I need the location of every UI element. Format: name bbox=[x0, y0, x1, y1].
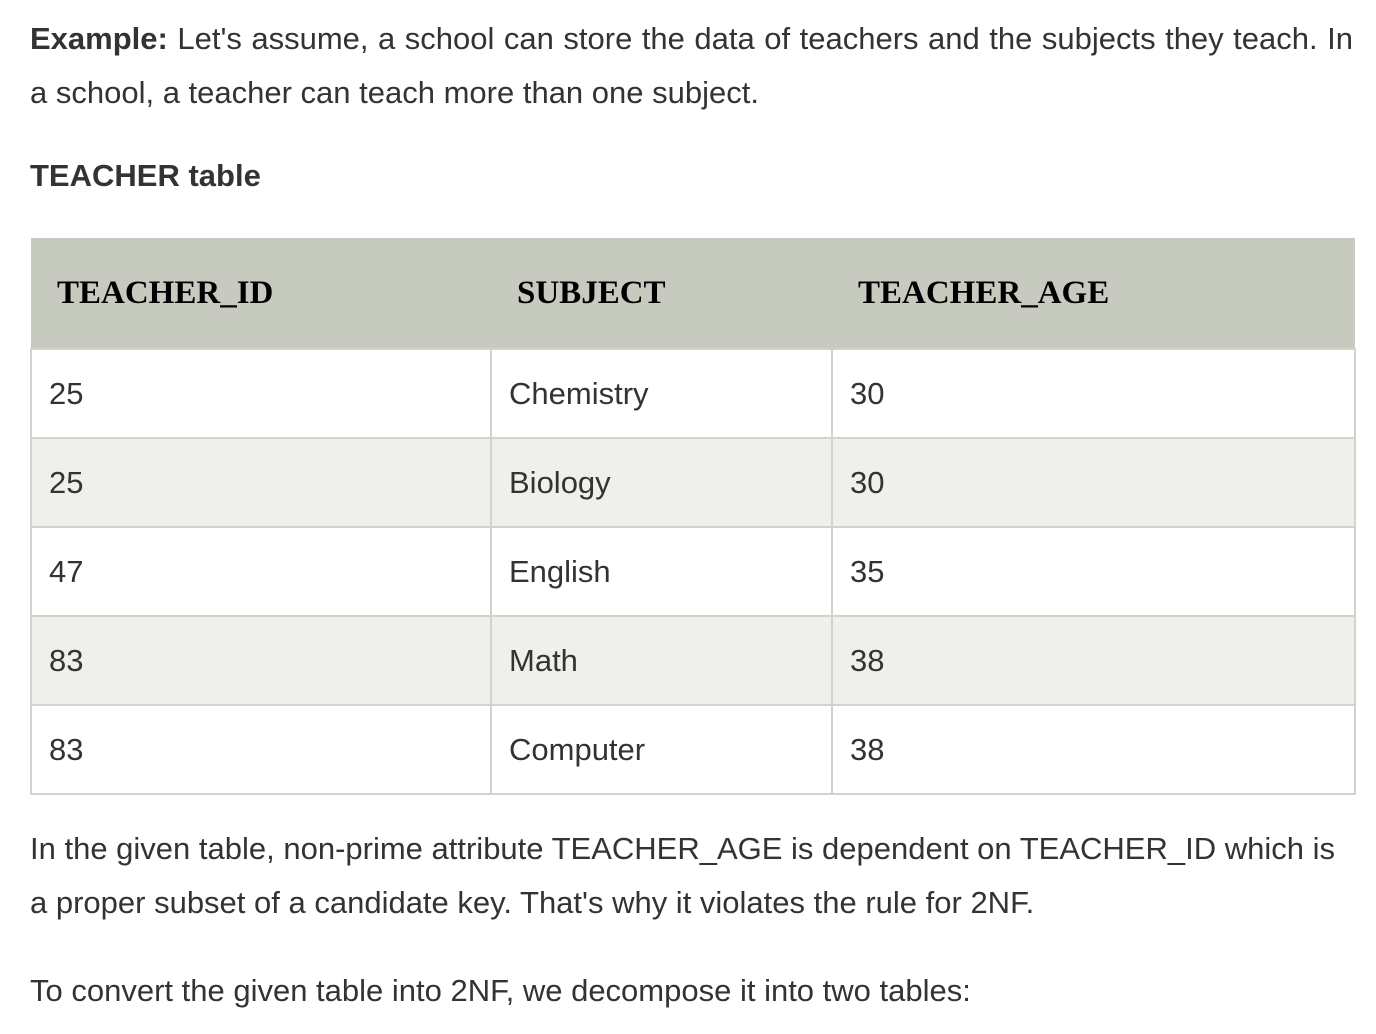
example-label: Example: bbox=[30, 21, 168, 56]
cell-teacher-id: 83 bbox=[31, 616, 491, 705]
cell-teacher-age: 30 bbox=[832, 349, 1355, 438]
table-row bbox=[31, 438, 1355, 527]
cell-subject: Math bbox=[491, 616, 832, 705]
cell-teacher-id: 25 bbox=[31, 438, 491, 527]
article-content bbox=[30, 12, 1353, 1008]
cell-teacher-id: 25 bbox=[31, 349, 491, 438]
column-header-teacher-id: TEACHER_ID bbox=[31, 238, 491, 349]
explanation-paragraph: In the given table, non-prime attribute TEACHER_AGE is dependent on TEACHER_ID which is a proper subset of a candidate key. That's why it violates the rule for 2NF. bbox=[30, 831, 1335, 920]
table-row bbox=[31, 616, 1355, 705]
cell-teacher-age: 38 bbox=[832, 705, 1355, 794]
table-row bbox=[31, 349, 1355, 438]
cell-teacher-age: 38 bbox=[832, 616, 1355, 705]
cell-subject: Chemistry bbox=[491, 349, 832, 438]
cell-subject: Biology bbox=[491, 438, 832, 527]
column-header-teacher-age: TEACHER_AGE bbox=[832, 238, 1355, 349]
conversion-paragraph: To convert the given table into 2NF, we decompose it into two tables: bbox=[30, 973, 971, 1008]
cell-teacher-age: 30 bbox=[832, 438, 1355, 527]
table-header-row bbox=[31, 238, 1355, 349]
cell-teacher-id: 47 bbox=[31, 527, 491, 616]
cell-subject: Computer bbox=[491, 705, 832, 794]
column-header-subject: SUBJECT bbox=[491, 238, 832, 349]
cell-subject: English bbox=[491, 527, 832, 616]
cell-teacher-id: 83 bbox=[31, 705, 491, 794]
example-paragraph bbox=[30, 12, 1353, 120]
example-text: Let's assume, a school can store the data of teachers and the subjects they teach. In a school, a teacher can teach more than one subject. bbox=[30, 21, 1353, 110]
teacher-table bbox=[30, 238, 1356, 795]
cell-teacher-age: 35 bbox=[832, 527, 1355, 616]
table-row bbox=[31, 705, 1355, 794]
table-title: TEACHER table bbox=[30, 158, 261, 193]
table-row bbox=[31, 527, 1355, 616]
